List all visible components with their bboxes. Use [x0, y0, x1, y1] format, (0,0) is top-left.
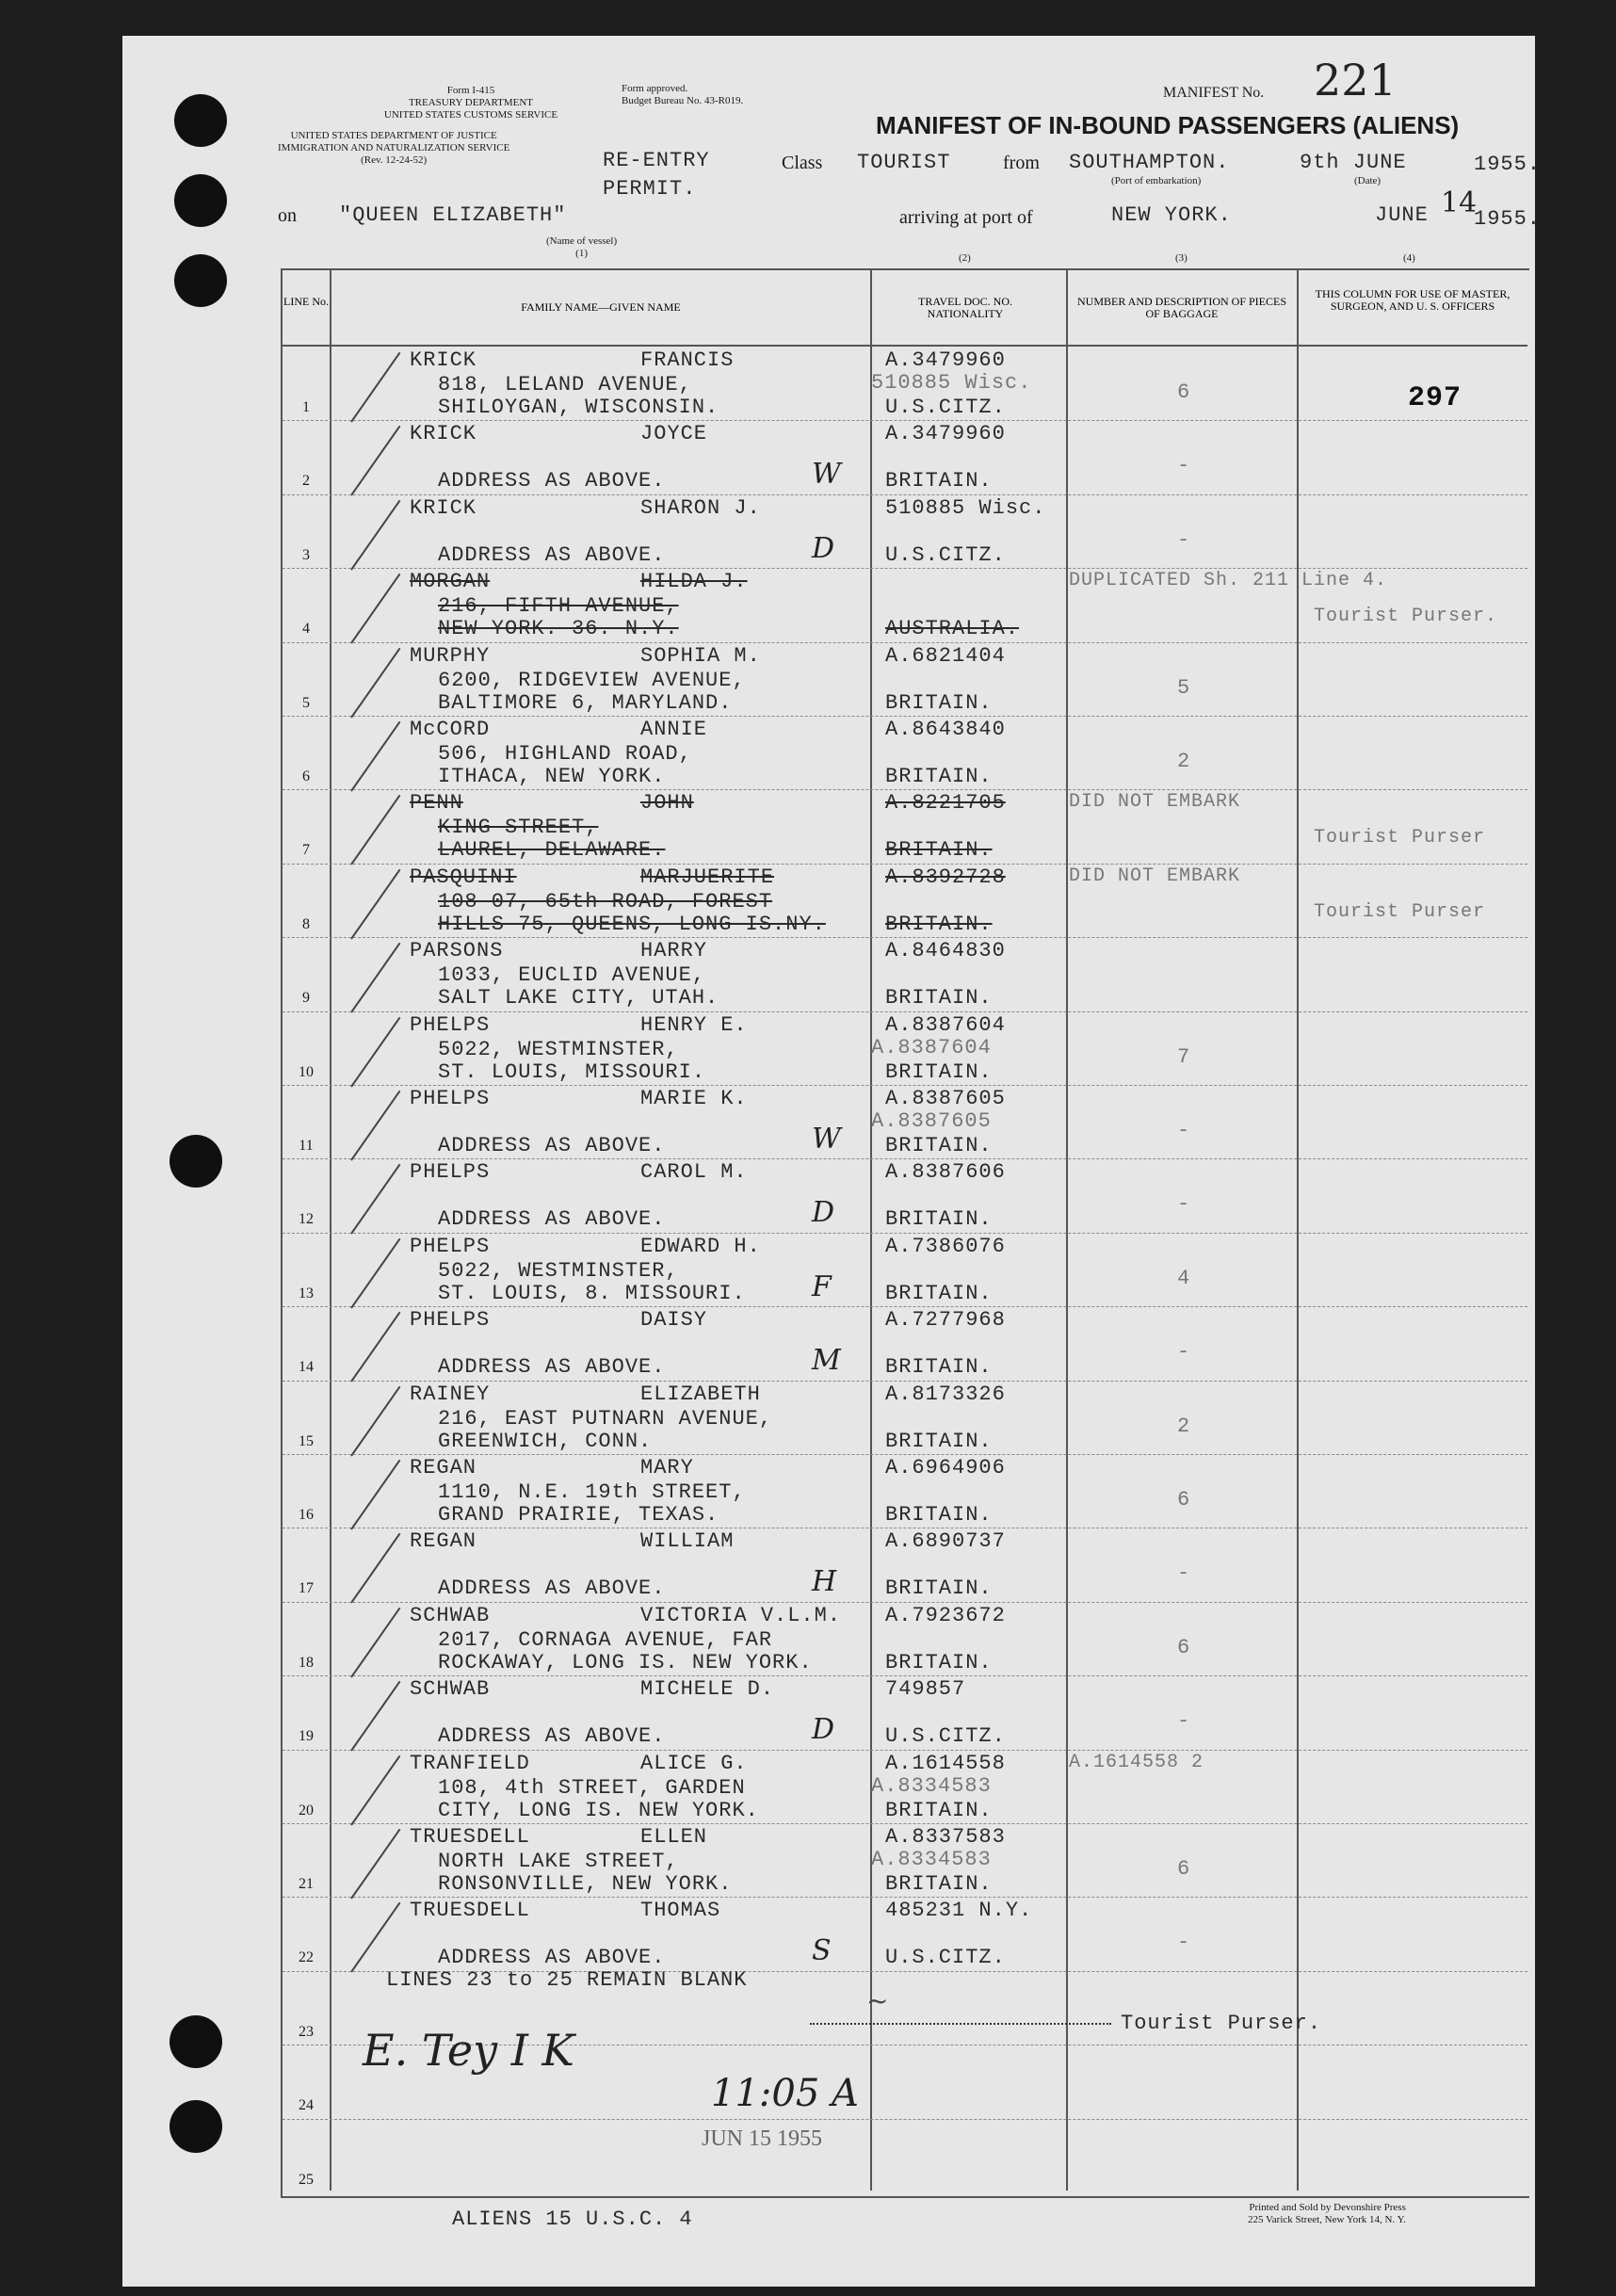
line-number: 9: [302, 990, 310, 1007]
officer-note: Tourist Purser: [1314, 827, 1486, 849]
address-line-1: 108-07, 65th ROAD, FOREST: [438, 889, 773, 914]
family-name: PHELPS: [410, 1087, 491, 1110]
nationality: BRITAIN.: [885, 1355, 993, 1380]
blank-lines-note: LINES 23 to 25 REMAIN BLANK: [386, 1968, 748, 1992]
nationality: U.S.CITZ.: [885, 1724, 1006, 1749]
relation-mark: W: [812, 1123, 841, 1156]
travel-doc-number: A.8387604: [885, 1012, 1006, 1037]
address-line-2: ADDRESS AS ABOVE.: [438, 1724, 666, 1749]
address-line-1: 1110, N.E. 19th STREET,: [438, 1480, 746, 1504]
address-line-2: ROCKAWAY, LONG IS. NEW YORK.: [438, 1650, 813, 1674]
address-line-2: ITHACA, NEW YORK.: [438, 765, 666, 788]
embark-year: 1955.: [1474, 153, 1542, 176]
address-line-2: CITY, LONG IS. NEW YORK.: [438, 1798, 759, 1822]
given-name: SHARON J.: [640, 495, 761, 520]
given-name: HENRY E.: [640, 1012, 748, 1037]
family-name: SCHWAB: [410, 1603, 491, 1627]
family-name: PHELPS: [410, 1160, 491, 1185]
given-name: ELIZABETH: [640, 1382, 761, 1406]
nationality: BRITAIN.: [885, 1576, 993, 1601]
baggage-count: -: [1177, 527, 1191, 552]
line-number: 13: [299, 1285, 314, 1302]
row-divider: [283, 864, 1527, 865]
family-name: KRICK: [410, 348, 477, 372]
baggage-count: -: [1177, 1931, 1191, 1955]
nationality: AUSTRALIA.: [885, 617, 1020, 641]
travel-doc-number: A.6890737: [885, 1529, 1006, 1554]
arrival-month: JUNE: [1375, 203, 1429, 227]
nationality: BRITAIN.: [885, 1281, 993, 1305]
permit-label: PERMIT.: [603, 177, 697, 201]
address-line-2: ADDRESS AS ABOVE.: [438, 1134, 666, 1157]
travel-doc-number: A.8464830: [885, 939, 1006, 963]
punch-hole: [174, 174, 227, 227]
address-line-2: GREENWICH, CONN.: [438, 1429, 653, 1453]
col2-number: (2): [959, 252, 971, 264]
col-line-header: LINE No.: [283, 295, 329, 308]
address-line-2: HILLS 75, QUEENS, LONG IS.NY.: [438, 912, 826, 936]
line-number: 10: [299, 1063, 314, 1080]
date-stamp: JUN 15 1955: [702, 2126, 823, 2151]
nationality: BRITAIN.: [885, 1429, 993, 1453]
row-divider: [283, 1011, 1527, 1012]
given-name: EDWARD H.: [640, 1234, 761, 1258]
baggage-count: DID NOT EMBARK: [1069, 791, 1241, 814]
family-name: PARSONS: [410, 939, 504, 963]
travel-doc-number: A.8387605: [885, 1087, 1006, 1110]
relation-mark: S: [812, 1934, 832, 1968]
given-name: DAISY: [640, 1308, 708, 1333]
row-divider: [283, 2119, 1527, 2120]
baggage-count: 6: [1177, 1857, 1191, 1881]
travel-doc-number: A.3479960: [885, 422, 1006, 446]
line-number: 4: [302, 621, 310, 638]
baggage-count: 2: [1177, 1414, 1191, 1438]
relation-mark: H: [812, 1565, 837, 1599]
travel-doc-number: A.8392728: [885, 865, 1006, 889]
family-name: PASQUINI: [410, 865, 517, 889]
line-number: 5: [302, 694, 310, 711]
line-number: 2: [302, 473, 310, 490]
row-divider: [283, 1602, 1527, 1603]
family-name: REGAN: [410, 1529, 477, 1554]
punch-hole: [174, 254, 227, 307]
address-line-1: 216, EAST PUTNARN AVENUE,: [438, 1406, 773, 1431]
line-number: 19: [299, 1728, 314, 1745]
travel-doc-number: A.6821404: [885, 643, 1006, 668]
vessel-name: "QUEEN ELIZABETH": [339, 203, 567, 227]
manifest-no-label: MANIFEST No.: [1163, 85, 1265, 101]
row-divider: [283, 642, 1527, 643]
class-value: TOURIST: [857, 151, 951, 174]
relation-mark: M: [812, 1344, 841, 1378]
line-number: 16: [299, 1507, 314, 1523]
line-number: 17: [299, 1580, 314, 1597]
baggage-count: 7: [1177, 1044, 1191, 1069]
travel-doc-number: A.8387606: [885, 1160, 1006, 1185]
travel-doc-number: A.8643840: [885, 718, 1006, 741]
address-line-2: RONSONVILLE, NEW YORK.: [438, 1872, 733, 1896]
nationality: BRITAIN.: [885, 986, 993, 1011]
travel-doc-number: A.7386076: [885, 1234, 1006, 1258]
nationality: BRITAIN.: [885, 690, 993, 715]
line-number: 7: [302, 842, 310, 859]
arrival-day: 14: [1441, 186, 1478, 219]
nationality: BRITAIN.: [885, 765, 993, 788]
nationality: BRITAIN.: [885, 1134, 993, 1157]
line-number: 25: [299, 2171, 314, 2188]
nationality: BRITAIN.: [885, 1650, 993, 1674]
nationality: BRITAIN.: [885, 469, 993, 493]
address-line-2: ST. LOUIS, MISSOURI.: [438, 1059, 706, 1084]
given-name: FRANCIS: [640, 348, 735, 372]
col-baggage-header: NUMBER AND DESCRIPTION OF PIECES OF BAGGAGE: [1076, 295, 1287, 320]
aliens-code: ALIENS 15 U.S.C. 4: [452, 2207, 693, 2231]
family-name: MORGAN: [410, 570, 491, 594]
relation-mark: D: [812, 531, 835, 565]
address-line-2: SHILOYGAN, WISCONSIN.: [438, 396, 719, 419]
travel-doc-number: A.7923672: [885, 1603, 1006, 1627]
address-line-1: 216, FIFTH AVENUE,: [438, 594, 679, 619]
nationality: BRITAIN.: [885, 1872, 993, 1896]
given-name: ELLEN: [640, 1825, 708, 1849]
family-name: MURPHY: [410, 643, 491, 668]
class-label: Class: [782, 153, 823, 173]
row-divider: [283, 1306, 1527, 1307]
officer-note: Tourist Purser.: [1314, 606, 1498, 628]
arrival-year: 1955.: [1474, 207, 1542, 231]
family-name: PHELPS: [410, 1012, 491, 1037]
relation-mark: W: [812, 458, 841, 492]
line-number: 23: [299, 2023, 314, 2040]
line-number: 8: [302, 915, 310, 932]
given-name: WILLIAM: [640, 1529, 735, 1554]
family-name: REGAN: [410, 1456, 477, 1479]
travel-doc-correction: A.8387605: [871, 1109, 992, 1133]
line-number: 12: [299, 1211, 314, 1228]
family-name: KRICK: [410, 422, 477, 446]
punch-hole: [170, 2015, 222, 2068]
signature-line: [810, 2023, 1111, 2025]
col-doc-header: TRAVEL DOC. NO. NATIONALITY: [917, 295, 1012, 320]
relation-mark: D: [812, 1713, 835, 1747]
punch-hole: [170, 1135, 222, 1188]
given-name: HARRY: [640, 939, 708, 963]
line-number: 18: [299, 1654, 314, 1671]
nationality: U.S.CITZ.: [885, 396, 1006, 419]
form-approval: Form approved. Budget Bureau No. 43-R019.: [622, 83, 744, 106]
address-line-2: ADDRESS AS ABOVE.: [438, 542, 666, 567]
address-line-1: 506, HIGHLAND ROAD,: [438, 742, 692, 766]
baggage-count: -: [1177, 1340, 1191, 1365]
given-name: THOMAS: [640, 1899, 721, 1923]
family-name: PHELPS: [410, 1308, 491, 1333]
given-name: ALICE G.: [640, 1751, 748, 1775]
manifest-title: MANIFEST OF IN-BOUND PASSENGERS (ALIENS): [876, 111, 1460, 139]
inspection-time: 11:05 A: [711, 2072, 859, 2115]
nationality: U.S.CITZ.: [885, 542, 1006, 567]
row-divider: [283, 1158, 1527, 1159]
nationality: BRITAIN.: [885, 1207, 993, 1232]
relation-mark: D: [812, 1196, 835, 1230]
row-divider: [283, 1897, 1527, 1898]
travel-doc-number: A.6964906: [885, 1456, 1006, 1479]
row-divider: [283, 568, 1527, 569]
purser-signature: ~: [866, 1985, 889, 2016]
given-name: JOYCE: [640, 422, 708, 446]
line-number: 1: [302, 399, 310, 415]
line-number: 15: [299, 1432, 314, 1449]
address-line-1: 2017, CORNAGA AVENUE, FAR: [438, 1627, 773, 1652]
from-label: from: [1003, 153, 1040, 173]
nationality: BRITAIN.: [885, 1503, 993, 1527]
baggage-count: 5: [1177, 675, 1191, 700]
address-line-2: ADDRESS AS ABOVE.: [438, 1355, 666, 1380]
family-name: RAINEY: [410, 1382, 491, 1406]
nationality: BRITAIN.: [885, 1798, 993, 1822]
baggage-count: DID NOT EMBARK: [1069, 865, 1241, 887]
baggage-count: 4: [1177, 1266, 1191, 1290]
date-caption: (Date): [1354, 175, 1382, 186]
given-name: MICHELE D.: [640, 1677, 775, 1702]
line-number: 24: [299, 2097, 314, 2114]
line-number: 3: [302, 546, 310, 563]
nationality: BRITAIN.: [885, 1059, 993, 1084]
row-divider: [283, 1823, 1527, 1824]
baggage-count: -: [1177, 454, 1191, 478]
baggage-count: -: [1177, 1119, 1191, 1142]
row-divider: [283, 1233, 1527, 1234]
baggage-count: A.1614558 2: [1069, 1751, 1204, 1773]
family-name: KRICK: [410, 495, 477, 520]
form-dept-justice: UNITED STATES DEPARTMENT OF JUSTICE IMMIGRATION AND NATURALIZATION SERVICE (Rev. 12-24-52): [278, 130, 510, 166]
given-name: VICTORIA V.L.M.: [640, 1603, 842, 1627]
address-line-2: SALT LAKE CITY, UTAH.: [438, 986, 719, 1011]
given-name: SOPHIA M.: [640, 643, 761, 668]
row-divider: [283, 420, 1527, 421]
travel-doc-number: A.8173326: [885, 1382, 1006, 1406]
address-line-2: ADDRESS AS ABOVE.: [438, 1946, 666, 1970]
travel-doc-correction: A.8334583: [871, 1848, 992, 1871]
line-number: 14: [299, 1359, 314, 1376]
given-name: CAROL M.: [640, 1160, 748, 1185]
address-line-1: 5022, WESTMINSTER,: [438, 1258, 679, 1283]
address-line-1: 5022, WESTMINSTER,: [438, 1037, 679, 1061]
col3-number: (3): [1175, 252, 1188, 264]
line-number: 21: [299, 1876, 314, 1892]
vessel-caption: (Name of vessel) (1): [546, 235, 618, 259]
address-line-1: 6200, RIDGEVIEW AVENUE,: [438, 668, 746, 692]
col-officers-header: THIS COLUMN FOR USE OF MASTER, SURGEON, AND U. S. OFFICERS: [1315, 287, 1511, 313]
family-name: PHELPS: [410, 1234, 491, 1258]
family-name: TRUESDELL: [410, 1899, 530, 1923]
nationality: BRITAIN.: [885, 912, 993, 936]
address-line-2: NEW YORK. 36. N.Y.: [438, 617, 679, 641]
manifest-number: 221: [1314, 55, 1397, 105]
address-line-2: BALTIMORE 6, MARYLAND.: [438, 690, 733, 715]
baggage-count: 2: [1177, 750, 1191, 773]
row-divider: [283, 1381, 1527, 1382]
baggage-count: -: [1177, 1192, 1191, 1217]
baggage-count: 6: [1177, 380, 1191, 404]
given-name: ANNIE: [640, 718, 708, 741]
family-name: TRUESDELL: [410, 1825, 530, 1849]
nationality: BRITAIN.: [885, 838, 993, 863]
given-name: MARY: [640, 1456, 694, 1479]
address-line-2: ADDRESS AS ABOVE.: [438, 1576, 666, 1601]
travel-doc-number: 749857: [885, 1677, 966, 1702]
row-divider: [283, 1675, 1527, 1676]
row-divider: [283, 716, 1527, 717]
baggage-count: 6: [1177, 1488, 1191, 1512]
col4-number: (4): [1403, 252, 1415, 264]
arrival-port: NEW YORK.: [1111, 203, 1232, 227]
officer-note: Tourist Purser: [1314, 900, 1486, 923]
form-header-left: Form I-415 TREASURY DEPARTMENT UNITED STATES CUSTOMS SERVICE: [383, 85, 558, 121]
travel-doc-number: 485231 N.Y.: [885, 1899, 1033, 1923]
travel-doc-number: A.8337583: [885, 1825, 1006, 1849]
row-divider: [283, 494, 1527, 495]
line-number: 22: [299, 1949, 314, 1966]
address-line-1: 1033, EUCLID AVENUE,: [438, 963, 706, 988]
relation-mark: F: [812, 1269, 832, 1303]
purser-signature-label: Tourist Purser.: [1121, 2012, 1322, 2035]
travel-doc-correction: A.8334583: [871, 1773, 992, 1798]
address-line-1: 108, 4th STREET, GARDEN: [438, 1775, 746, 1800]
travel-doc-number: A.3479960: [885, 348, 1006, 372]
given-name: HILDA J.: [640, 570, 748, 594]
family-name: TRANFIELD: [410, 1751, 530, 1775]
given-name: JOHN: [640, 791, 694, 816]
family-name: PENN: [410, 791, 463, 816]
officer-note: 297: [1408, 382, 1462, 414]
address-line-2: ADDRESS AS ABOVE.: [438, 469, 666, 493]
row-divider: [283, 1454, 1527, 1455]
travel-doc-number: A.8221705: [885, 791, 1006, 816]
baggage-count: -: [1177, 1561, 1191, 1586]
arriving-label: arriving at port of: [899, 207, 1033, 228]
printer-imprint: Printed and Sold by Devonshire Press 225 Varick Street, New York 14, N. Y.: [1248, 2202, 1406, 2225]
punch-hole: [170, 2100, 222, 2153]
line-number: 11: [299, 1138, 314, 1154]
travel-doc-number: A.1614558: [885, 1751, 1006, 1775]
travel-doc-number: 510885 Wisc.: [885, 495, 1046, 520]
address-line-2: ADDRESS AS ABOVE.: [438, 1207, 666, 1232]
baggage-count: -: [1177, 1709, 1191, 1734]
travel-doc-correction: A.8387604: [871, 1035, 992, 1059]
inspector-initials: E. Tey I K: [363, 2025, 574, 2076]
baggage-count: DUPLICATED Sh. 211 Line 4.: [1069, 570, 1388, 592]
family-name: McCORD: [410, 718, 491, 741]
punch-hole: [174, 94, 227, 147]
address-line-2: GRAND PRAIRIE, TEXAS.: [438, 1503, 719, 1527]
given-name: MARJUERITE: [640, 865, 775, 889]
row-divider: [283, 1085, 1527, 1086]
reentry-label: RE-ENTRY: [603, 149, 710, 172]
address-line-1: NORTH LAKE STREET,: [438, 1850, 679, 1873]
address-line-2: ST. LOUIS, 8. MISSOURI.: [438, 1281, 746, 1305]
embark-date: 9th JUNE: [1300, 151, 1407, 174]
baggage-count: 6: [1177, 1635, 1191, 1659]
col-name-header: FAMILY NAME—GIVEN NAME: [521, 300, 681, 314]
address-line-2: LAUREL, DELAWARE.: [438, 838, 666, 863]
line-number: 6: [302, 768, 310, 784]
on-label: on: [278, 205, 297, 226]
address-line-1: 818, LELAND AVENUE,: [438, 373, 692, 396]
address-line-1: KING STREET,: [438, 816, 599, 840]
line-number: 20: [299, 1802, 314, 1819]
embark-caption: (Port of embarkation): [1111, 175, 1202, 186]
row-divider: [283, 937, 1527, 938]
row-divider: [283, 1750, 1527, 1751]
travel-doc-number: A.7277968: [885, 1308, 1006, 1333]
family-name: SCHWAB: [410, 1677, 491, 1702]
travel-doc-correction: 510885 Wisc.: [871, 371, 1032, 395]
given-name: MARIE K.: [640, 1087, 748, 1110]
row-divider: [283, 789, 1527, 790]
nationality: U.S.CITZ.: [885, 1946, 1006, 1970]
embark-port: SOUTHAMPTON.: [1069, 151, 1230, 174]
